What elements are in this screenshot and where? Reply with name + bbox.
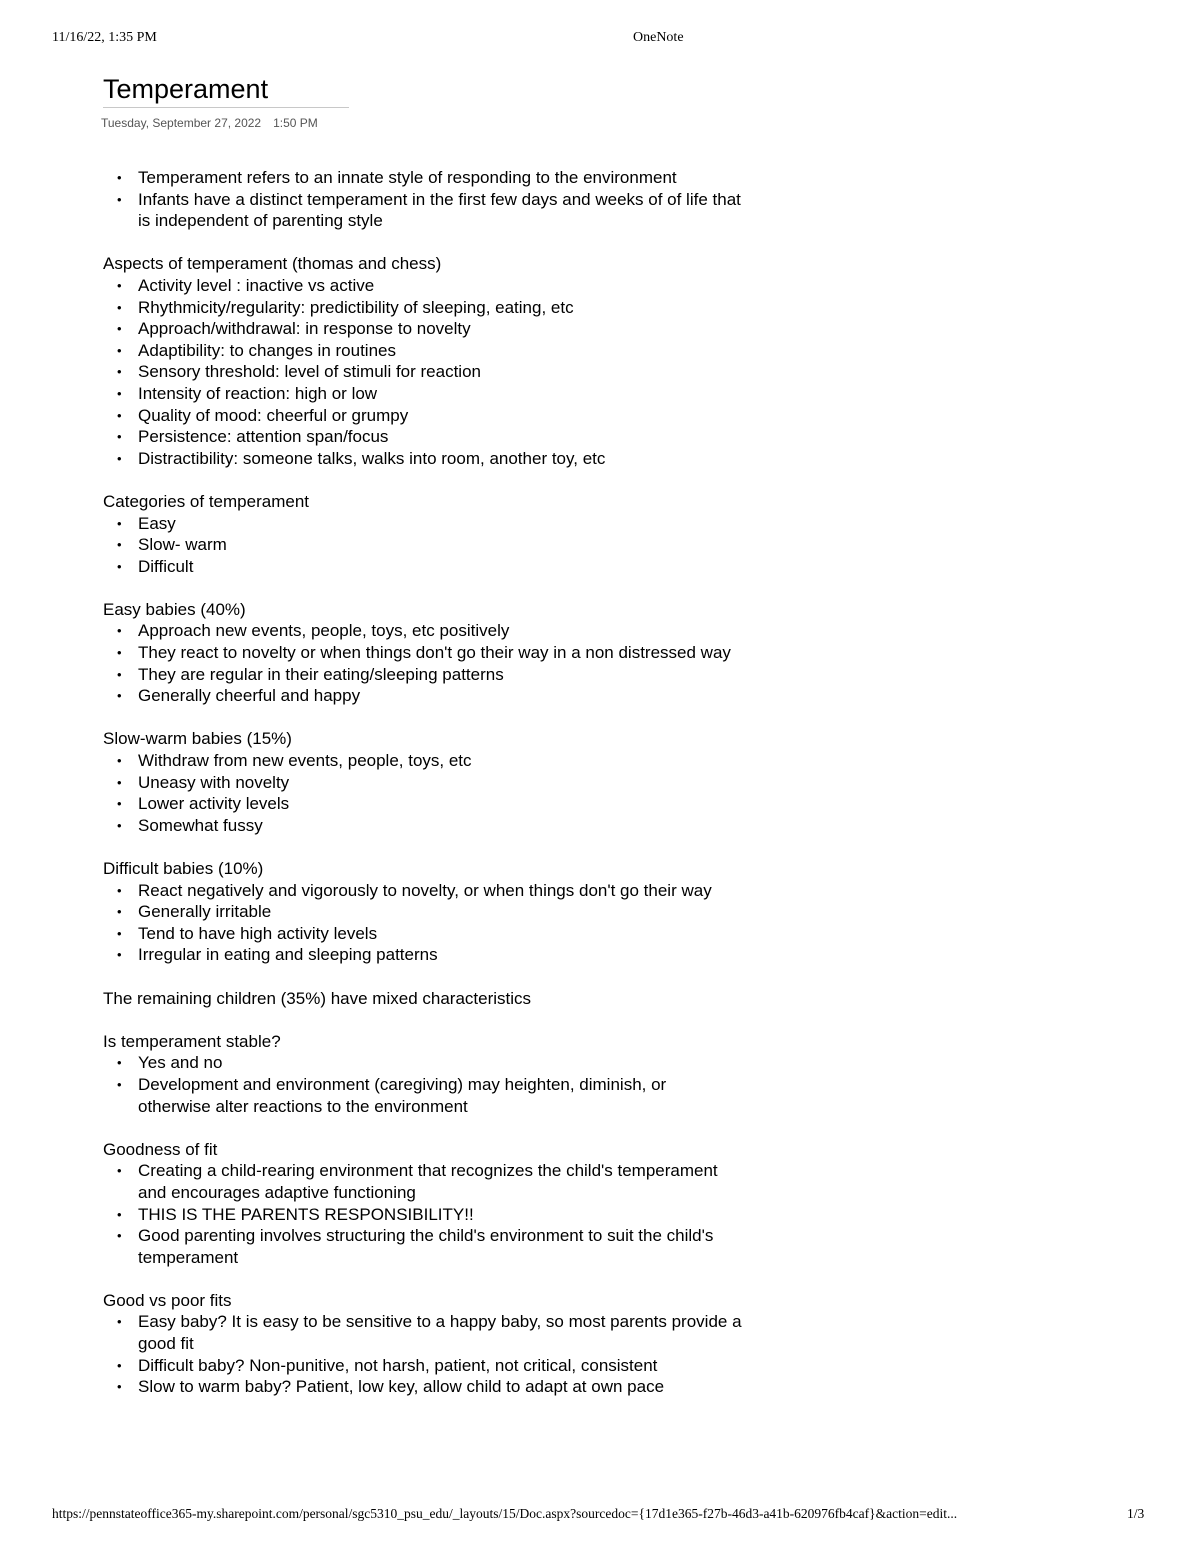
bullet-list [103,1160,743,1268]
section-heading: Categories of temperament [103,491,309,511]
bullet-item: • Yes and no [103,1052,743,1074]
print-footer [0,1506,1200,1526]
bullet-list [103,275,743,469]
bullet-item: • Generally irritable [103,901,743,923]
bullet-item: • Quality of mood: cheerful or grumpy [103,405,743,427]
bullet-item: • Withdraw from new events, people, toys, etc [103,750,743,772]
print-url: https://pennstateoffice365-my.sharepoint.com/personal/sgc5310_psu_edu/_layouts/15/Doc.aspx?sourcedoc={17d1e365-f27b-46d3-a41b-620976fb4caf}&action=edit... [52,1506,958,1521]
bullet-item: • Difficult baby? Non-punitive, not harsh, patient, not critical, consistent [103,1355,743,1377]
note-section [103,253,743,469]
bullet-item: • Lower activity levels [103,793,743,815]
bullet-list [103,1311,743,1397]
note-section [103,728,743,836]
page-date: Tuesday, September 27, 2022 [101,116,262,130]
bullet-list [103,750,743,836]
bullet-item: • Creating a child-rearing environment that recognizes the child's temperament and encourages adaptive functioning [103,1160,743,1203]
section-heading: Good vs poor fits [103,1290,232,1310]
bullet-item: • Persistence: attention span/focus [103,426,743,448]
bullet-item: • React negatively and vigorously to novelty, or when things don't go their way [103,880,743,902]
bullet-item: • Tend to have high activity levels [103,923,743,945]
bullet-item: • THIS IS THE PARENTS RESPONSIBILITY!! [103,1204,743,1226]
bullet-item: • They react to novelty or when things don't go their way in a non distressed way [103,642,743,664]
note-section [103,599,743,707]
note-section [103,988,743,1010]
bullet-item: • Generally cheerful and happy [103,685,743,707]
section-heading: The remaining children (35%) have mixed characteristics [103,988,532,1008]
bullet-item: • Slow- warm [103,534,743,556]
page-title[interactable]: Temperament [103,74,269,104]
bullet-list [103,167,743,232]
bullet-item: • Good parenting involves structuring the child's environment to suit the child's temperament [103,1225,743,1268]
bullet-item: • Approach/withdrawal: in response to novelty [103,318,743,340]
section-heading: Easy babies (40%) [103,599,246,619]
bullet-item: • Distractibility: someone talks, walks into room, another toy, etc [103,448,743,470]
section-heading: Goodness of fit [103,1139,218,1159]
bullet-item: • Approach new events, people, toys, etc positively [103,620,743,642]
print-header [0,30,1200,50]
bullet-item: • Adaptibility: to changes in routines [103,340,743,362]
note-section [103,1139,743,1269]
bullet-item: • Difficult [103,556,743,578]
print-page-number: 1/3 [1127,1506,1145,1521]
bullet-item: • Rhythmicity/regularity: predictibility of sleeping, eating, etc [103,297,743,319]
bullet-item: • Easy [103,513,743,535]
note-section [103,1031,743,1117]
bullet-list [103,1052,743,1117]
print-datetime: 11/16/22, 1:35 PM [52,30,157,45]
bullet-item: • Infants have a distinct temperament in the first few days and weeks of of life that is independent of parenting style [103,189,743,232]
section-heading: Difficult babies (10%) [103,859,264,878]
bullet-list [103,880,743,966]
bullet-list [103,513,743,578]
bullet-item: • Sensory threshold: level of stimuli for reaction [103,361,743,383]
note-section [103,1290,743,1398]
page-time: 1:50 PM [273,116,318,130]
bullet-item: • Somewhat fussy [103,815,743,837]
note-section [103,167,743,232]
bullet-list [103,620,743,706]
page-title-container [103,72,349,108]
bullet-item: • Easy baby? It is easy to be sensitive to a happy baby, so most parents provide a good fit [103,1311,743,1354]
note-content[interactable] [103,167,743,1419]
section-heading: Slow-warm babies (15%) [103,729,292,749]
bullet-item: • Intensity of reaction: high or low [103,383,743,405]
bullet-item: • Development and environment (caregiving) may heighten, diminish, or otherwise alter reactions to the environment [103,1074,743,1117]
section-heading: Is temperament stable? [103,1031,281,1051]
bullet-item: • Temperament refers to an innate style of responding to the environment [103,167,743,189]
print-app-name: OneNote [633,30,684,45]
note-section [103,858,743,966]
bullet-item: • Slow to warm baby? Patient, low key, allow child to adapt at own pace [103,1376,743,1398]
note-section [103,491,743,577]
bullet-item: • Uneasy with novelty [103,772,743,794]
bullet-item: • Irregular in eating and sleeping patterns [103,944,743,966]
page-datetime [101,116,330,130]
section-heading: Aspects of temperament (thomas and chess) [103,254,442,274]
bullet-item: • Activity level : inactive vs active [103,275,743,297]
bullet-item: • They are regular in their eating/sleeping patterns [103,664,743,686]
